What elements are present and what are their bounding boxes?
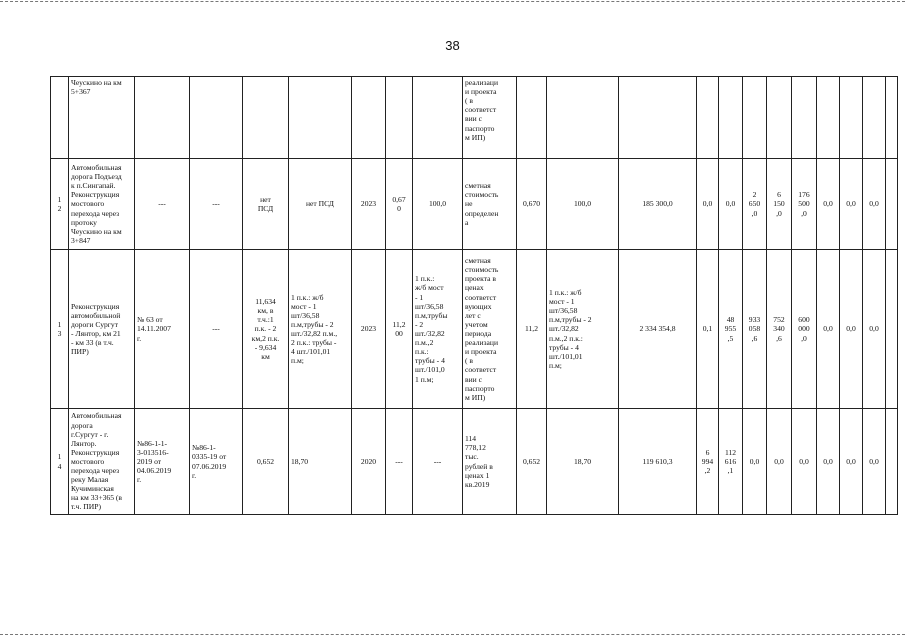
cell-f1: 0,1 [697,250,719,409]
cell-len2 [386,77,413,159]
cell-f2: 48 955 ,5 [719,250,743,409]
cell-f4: 0,0 [767,409,792,515]
cell-cost: 114 778,12 тыс. рублей в ценах 1 кв.2019 [463,409,517,515]
cell-year: 2020 [352,409,386,515]
cell-f6: 0,0 [817,409,840,515]
cell-ready2: 1 п.к.: ж/б мост - 1 шт/36,58 п.м,трубы - 2 шт./32,82 п.м.,2 п.к.: трубы - 4 шт./101,01 п.м; [547,250,619,409]
cell-power: 1 п.к.: ж/б мост - 1 шт/36,58 п.м,трубы - 2 шт./32,82 п.м., 2 п.к.: трубы - 4 шт./101,01 п.м; [289,250,352,409]
cell-expertise: №86-1-1- 3-013516- 2019 от 04.06.2019 г. [135,409,190,515]
cell-f3: 0,0 [743,409,767,515]
cell-f3: 933 058 ,6 [743,250,767,409]
cell-ready [413,77,463,159]
cell-cost: реализаци и проекта ( в соответст вии с паспорто м ИП) [463,77,517,159]
table-row [51,409,898,515]
cell-power: нет ПСД [289,159,352,250]
cell-year: 2023 [352,250,386,409]
cell-power [289,77,352,159]
cell-year: 2023 [352,159,386,250]
table-row [51,77,898,159]
cell-f7: 0,0 [840,159,863,250]
cell-length: нет ПСД [243,159,289,250]
cell-expertise: --- [135,159,190,250]
cell-f7: 0,0 [840,409,863,515]
cell-expertise: № 63 от 14.11.2007 г. [135,250,190,409]
cell-f3 [743,77,767,159]
cell-f8: 0,0 [863,409,886,515]
cell-len2: 0,67 0 [386,159,413,250]
cell-f5: 176 500 ,0 [792,159,817,250]
cell-f6: 0,0 [817,250,840,409]
scan-edge-top [0,1,905,2]
cell-length: 11,634 км, в т.ч.:1 п.к. - 2 км,2 п.к. - 9,634 км [243,250,289,409]
cell-f9 [886,159,898,250]
cell-f7 [840,77,863,159]
cell-f9 [886,409,898,515]
cell-f6: 0,0 [817,159,840,250]
cell-len2: 11,2 00 [386,250,413,409]
cell-f5: 0,0 [792,409,817,515]
cell-len3: 11,2 [517,250,547,409]
cell-f3: 2 650 ,0 [743,159,767,250]
table-row [51,159,898,250]
cell-f9 [886,250,898,409]
cell-f4: 6 150 ,0 [767,159,792,250]
cell-f7: 0,0 [840,250,863,409]
cell-expertise [135,77,190,159]
cell-f4: 752 340 ,6 [767,250,792,409]
cell-len2: --- [386,409,413,515]
cell-f1: 0,0 [697,159,719,250]
cell-num: 1 4 [51,409,69,515]
cell-num [51,77,69,159]
cell-f8: 0,0 [863,159,886,250]
cell-ready2: 100,0 [547,159,619,250]
cell-name: Автомобильная дорога г.Сургут - г. Лянтор. Реконструкция мостового перехода через реку Малая Кучиминская на км 33+365 (в т.ч. ПИР) [69,409,135,515]
cell-length: 0,652 [243,409,289,515]
cell-total: 2 334 354,8 [619,250,697,409]
scan-edge-bottom [0,634,905,635]
cell-f2 [719,77,743,159]
cell-permit: --- [190,250,243,409]
cell-total [619,77,697,159]
cell-f8: 0,0 [863,250,886,409]
cell-f6 [817,77,840,159]
cell-f2: 0,0 [719,159,743,250]
cell-ready2 [547,77,619,159]
cell-len3 [517,77,547,159]
cell-ready: --- [413,409,463,515]
cell-name: Автомобильная дорога Подъезд к п.Сингапай. Реконструкция мостового перехода через протоку Чеускино на км 3+847 [69,159,135,250]
cell-f4 [767,77,792,159]
cell-power: 18,70 [289,409,352,515]
cell-f5 [792,77,817,159]
cell-cost: сметная стоимость проекта в ценах соответст вующих лет с учетом периода реализаци и проекта ( в соответст вии с паспорто м ИП) [463,250,517,409]
cell-name: Чеускино на км 5+367 [69,77,135,159]
investment-table [50,76,898,515]
cell-length [243,77,289,159]
cell-num: 1 2 [51,159,69,250]
cell-f1: 6 994 ,2 [697,409,719,515]
cell-len3: 0,652 [517,409,547,515]
cell-f5: 600 000 ,0 [792,250,817,409]
cell-ready: 1 п.к.: ж/б мост - 1 шт/36,58 п.м,трубы - 2 шт./32,82 п.м.,2 п.к.: трубы - 4 шт./101,0 1 п.м; [413,250,463,409]
cell-len3: 0,670 [517,159,547,250]
cell-name: Реконструкция автомобильной дороги Сургут - Лянтор, км 21 - км 33 (в т.ч. ПИР) [69,250,135,409]
cell-f1 [697,77,719,159]
page-number: 38 [445,38,460,53]
cell-total: 185 300,0 [619,159,697,250]
cell-year [352,77,386,159]
cell-permit [190,77,243,159]
table-row [51,250,898,409]
cell-total: 119 610,3 [619,409,697,515]
cell-f2: 112 616 ,1 [719,409,743,515]
cell-f8 [863,77,886,159]
cell-ready2: 18,70 [547,409,619,515]
cell-ready: 100,0 [413,159,463,250]
cell-num: 1 3 [51,250,69,409]
cell-cost: сметная стоимость не определен а [463,159,517,250]
cell-permit: --- [190,159,243,250]
cell-f9 [886,77,898,159]
cell-permit: №86-1- 0335-19 от 07.06.2019 г. [190,409,243,515]
